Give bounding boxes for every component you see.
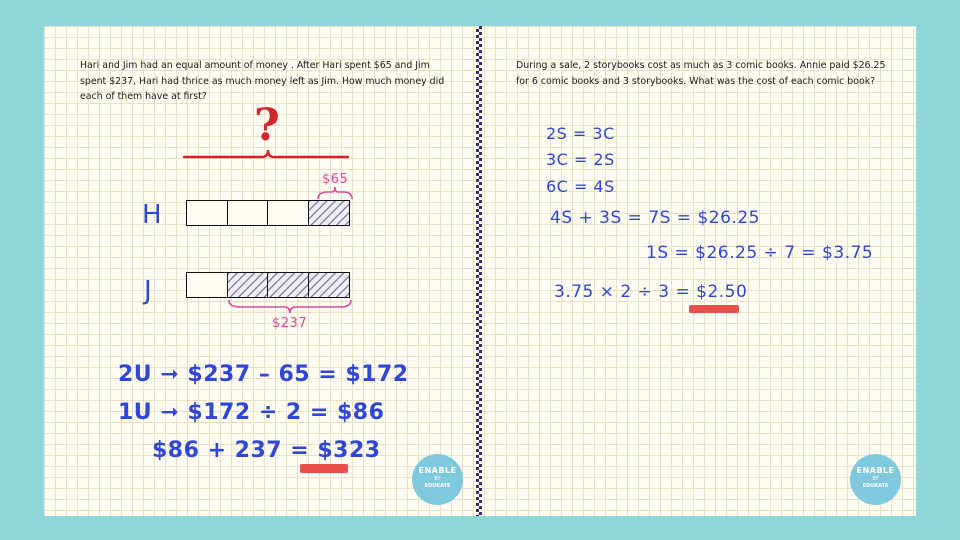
answer-highlight-right [689,305,739,313]
left-problem-text: Hari and Jim had an equal amount of money . After Hari spent $65 and Jim spent $237, Hari had thrice as much money left as Jim. How much money did each of them have at first? [80,60,445,102]
label-j: J [144,276,153,306]
bar-unit-spent [227,272,269,298]
bar-unit [186,200,228,226]
answer-right: $2.50 [696,282,748,302]
enable-badge-left [412,454,463,505]
badge-title: ENABLE [856,466,895,475]
right-line-2: 3C = 2S [546,150,615,169]
badge-by: BY [872,476,879,482]
badge-by: BY [434,476,441,482]
bar-hari [186,200,350,228]
answer-left: $323 [317,438,381,463]
right-line-1: 2S = 3C [546,124,615,143]
badge-brand: EDUKATE [862,483,889,489]
enable-badge-right [850,454,901,505]
badge-brand: EDUKATE [424,483,451,489]
right-line-4: 4S + 3S = 7S = $26.25 [550,208,760,228]
bar-unit-spent [308,272,350,298]
bar-unit [227,200,269,226]
label-65: $65 [322,172,349,187]
page-divider [476,26,482,516]
right-line-3: 6C = 4S [546,177,615,196]
total-brace [180,146,352,166]
answer-highlight-left [300,464,348,473]
step-1: 2U ➞ $237 – 65 = $172 [118,362,409,387]
question-mark: ? [254,100,281,151]
bar-unit [267,200,309,226]
brace-237 [226,298,356,316]
step-2: 1U ➞ $172 ÷ 2 = $86 [118,400,385,425]
right-line-5: 1S = $26.25 ÷ 7 = $3.75 [646,243,874,263]
step-3 [152,438,381,463]
right-problem-text: During a sale, 2 storybooks cost as much as 3 comic books. Annie paid $26.25 for 6 comic books and 3 storybooks. What was the cost of each comic book? [516,60,886,87]
step-3-expression: $86 + 237 = [152,438,318,463]
badge-title: ENABLE [418,466,457,475]
label-h: H [142,200,163,230]
label-237: $237 [272,316,308,331]
bar-unit-spent [267,272,309,298]
bar-unit [186,272,228,298]
bar-unit-spent [308,200,350,226]
right-line-6 [554,282,747,302]
right-line-6-expression: 3.75 × 2 ÷ 3 = [554,282,697,302]
bar-jim [186,272,350,300]
